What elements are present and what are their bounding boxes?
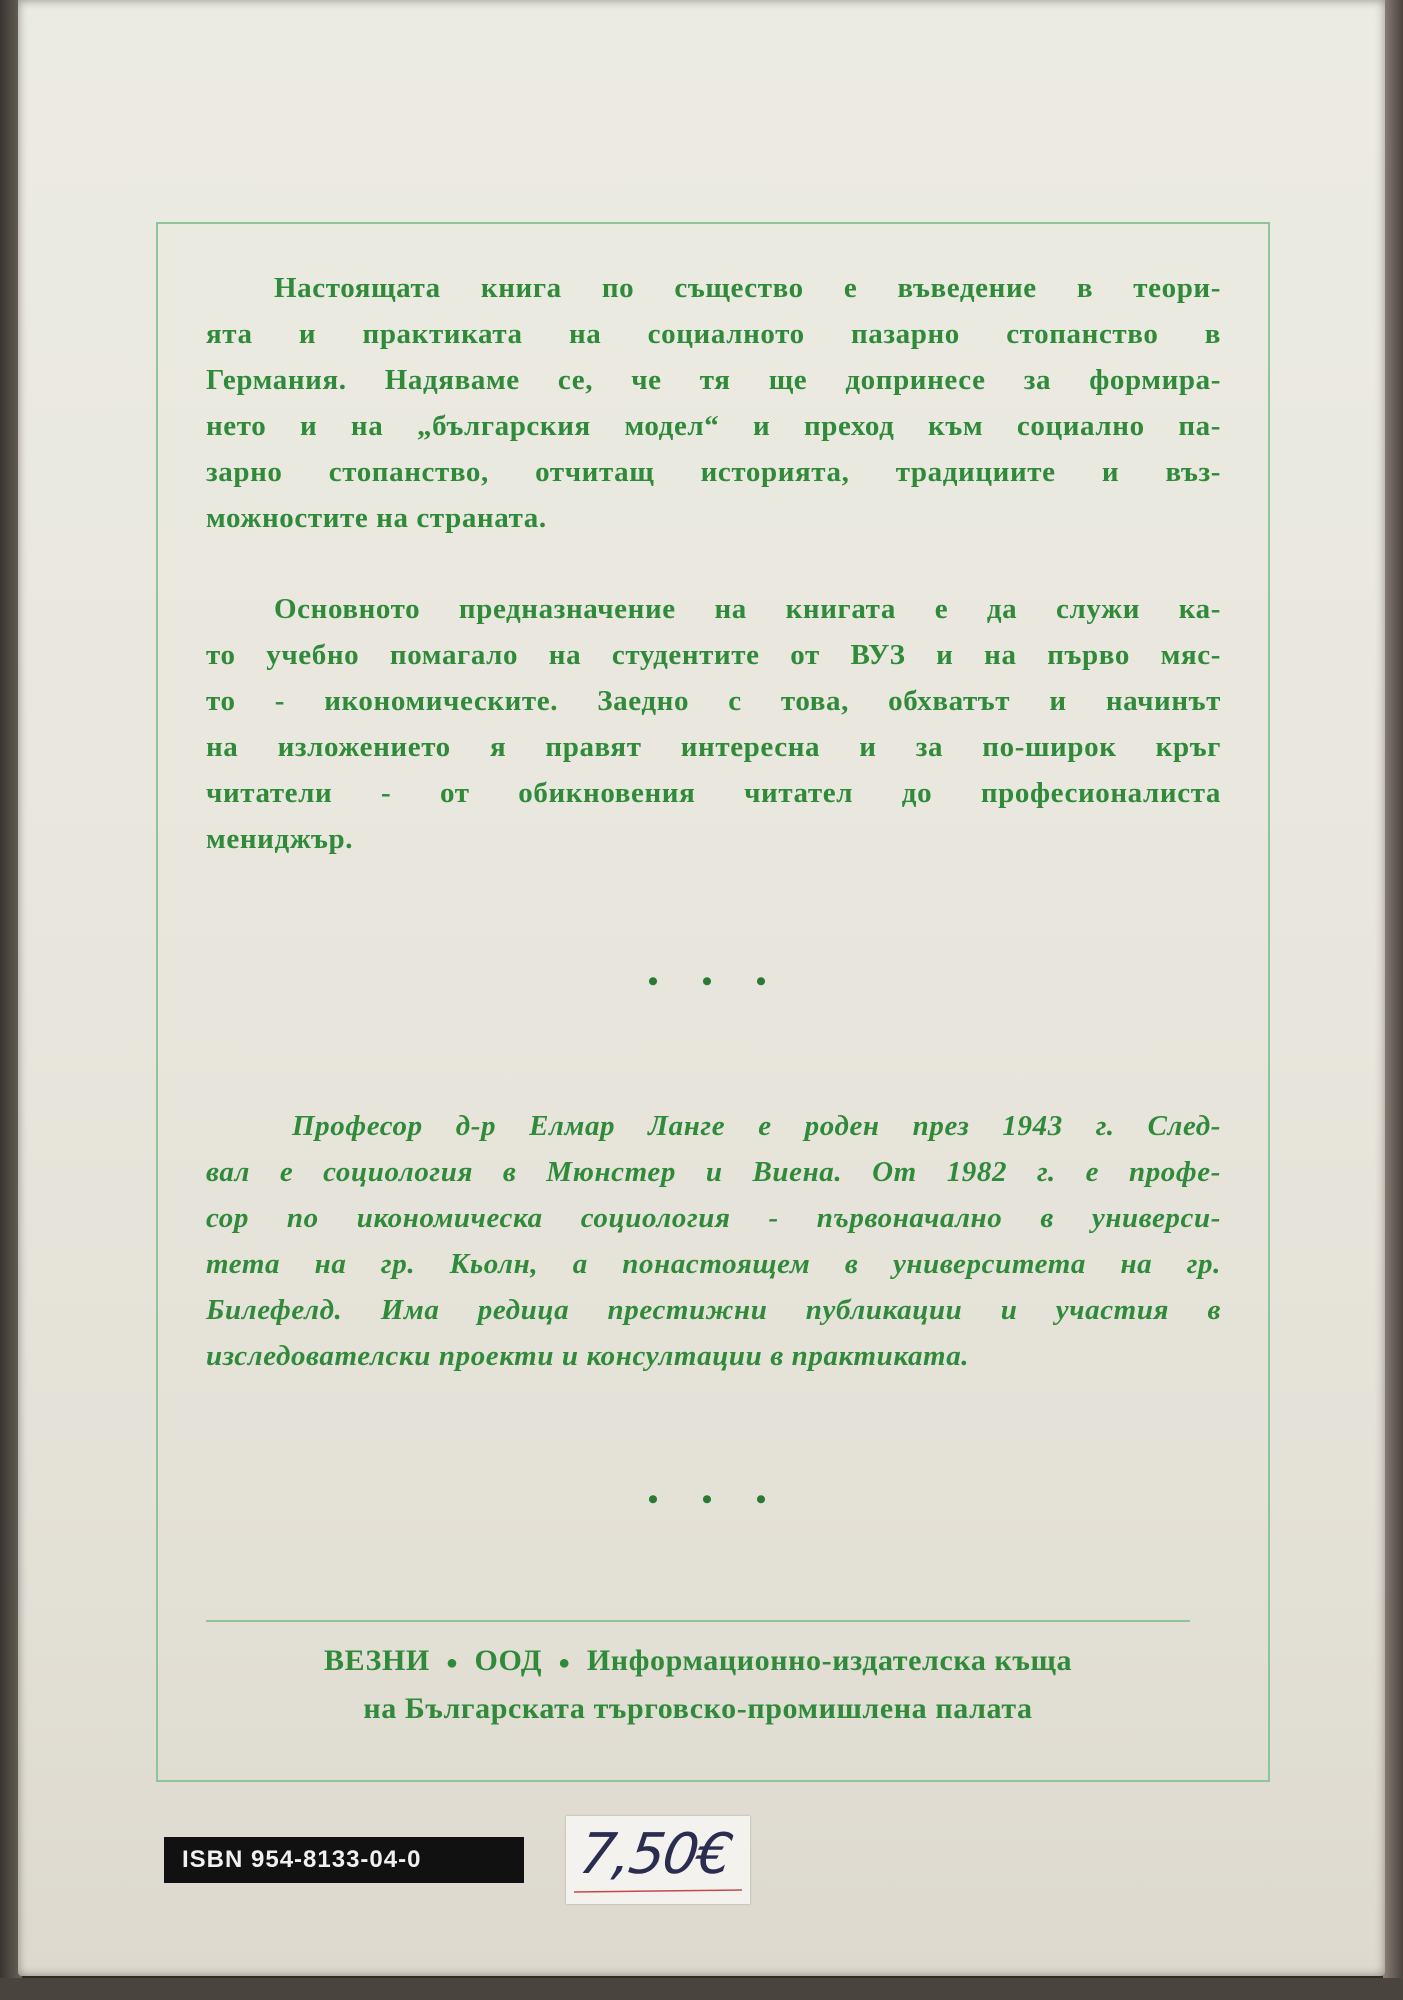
publisher-line-2: на Българската търговско-промишлена палата — [363, 1692, 1033, 1726]
text-line: нето и на „българския модел“ и преход към социално па- — [206, 410, 1221, 442]
text-line: можностите на страната. — [206, 502, 547, 534]
section-separator: • • • — [647, 965, 785, 998]
backdrop-bottom — [0, 1978, 1403, 2000]
publisher-block — [206, 1638, 1190, 1732]
intro-paragraph-2 — [206, 586, 1221, 862]
price-sticker — [566, 1816, 750, 1904]
text-line: Билефелд. Има редица престижни публикации и участия в — [206, 1294, 1221, 1326]
text-line: вал е социология в Мюнстер и Виена. От 1982 г. е профе- — [206, 1156, 1221, 1188]
bullet-icon: ● — [558, 1652, 571, 1675]
intro-paragraph-1 — [206, 265, 1221, 541]
text-line: сор по икономическа социология - първоначално в универси- — [206, 1202, 1221, 1234]
text-line: ята и практиката на социалното пазарно стопанство в — [206, 318, 1221, 350]
text-line: Германия. Надяваме се, че тя ще допринесе за формира- — [206, 364, 1221, 396]
section-separator: • • • — [647, 1483, 785, 1516]
text-line: читатели - от обикновения читател до професионалиста — [206, 777, 1221, 809]
text-line: на изложението я правят интересна и за по-широк кръг — [206, 731, 1221, 763]
publisher-line-1 — [206, 1638, 1190, 1686]
isbn-label: ISBN 954-8133-04-0 — [164, 1837, 524, 1883]
text-line: Професор д-р Елмар Ланге е роден през 1943 г. След- — [292, 1110, 1221, 1142]
text-line: Основното предназначение на книгата е да служи ка- — [274, 593, 1221, 625]
text-line: то учебно помагало на студентите от ВУЗ и на първо мяс- — [206, 639, 1221, 671]
publisher-name: ВЕЗНИ — [323, 1644, 430, 1677]
price-handwritten: 7,50€ — [575, 1822, 735, 1887]
text-line: тета на гр. Кьолн, а понастоящем в университета на гр. — [206, 1248, 1221, 1280]
text-line: мениджър. — [206, 823, 354, 855]
author-bio — [206, 1103, 1221, 1379]
publisher-divider — [206, 1620, 1190, 1622]
text-line: Настоящата книга по същество е въведение в теори- — [274, 272, 1221, 304]
publisher-form: ООД — [474, 1644, 543, 1677]
text-line: то - икономическите. Заедно с това, обхватът и начинът — [206, 685, 1221, 717]
bullet-icon: ● — [445, 1652, 459, 1675]
backdrop-right — [1383, 0, 1403, 2000]
text-line: изследователски проекти и консултации в практиката. — [206, 1340, 970, 1372]
publisher-description: Информационно-издателска къща — [586, 1644, 1073, 1677]
text-line: зарно стопанство, отчитащ историята, традициите и въз- — [206, 456, 1221, 488]
